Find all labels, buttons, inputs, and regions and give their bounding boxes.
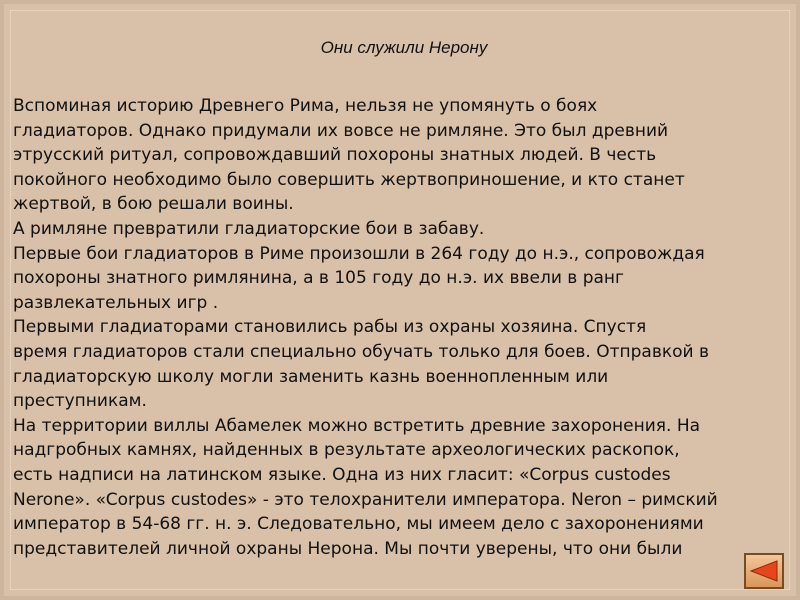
- body-line: есть надписи на латинском языке. Одна из них гласит: «Corpus custodes: [13, 464, 671, 485]
- body-line: А римляне превратили гладиаторские бои в забаву.: [13, 218, 485, 239]
- body-line: покойного необходимо было совершить жертвоприношение, и кто станет: [13, 169, 685, 190]
- body-line: гладиаторскую школу могли заменить казнь военнопленным или: [13, 366, 609, 387]
- body-line: надгробных камнях, найденных в результате археологических раскопок,: [13, 440, 680, 461]
- body-line: Первые бои гладиаторов в Риме произошли в 264 году до н.э., сопровождая: [13, 243, 705, 264]
- slide-body: [13, 94, 800, 561]
- triangle-left-icon: [749, 560, 779, 582]
- body-line: похороны знатного римлянина, а в 105 году до н.э. их ввели в ранг: [13, 268, 624, 289]
- body-line: время гладиаторов стали специально обучать только для боев. Отправкой в: [13, 341, 710, 362]
- previous-slide-button[interactable]: [744, 553, 784, 589]
- body-line: жертвой, в бою решали воины.: [13, 194, 294, 215]
- body-line: император в 54-68 гг. н. э. Следовательно, мы имеем дело с захоронениями: [13, 514, 704, 535]
- body-line: Первыми гладиаторами становились рабы из охраны хозяина. Спустя: [13, 317, 647, 338]
- body-line: гладиаторов. Однако придумали их вовсе не римляне. Это был древний: [13, 120, 669, 141]
- body-line: Nerone». «Corpus custodes» - это телохранители императора. Neron – римский: [13, 489, 718, 510]
- body-line: этрусский ритуал, сопровождавший похороны знатных людей. В честь: [13, 145, 657, 166]
- slide-title: Они служили Нерону: [320, 38, 488, 57]
- body-line: представителей личной охраны Нерона. Мы почти уверены, что они были: [13, 538, 683, 559]
- body-line: преступникам.: [13, 391, 147, 412]
- body-line: На территории виллы Абамелек можно встретить древние захоронения. На: [13, 415, 701, 436]
- body-line: Вспоминая историю Древнего Рима, нельзя не упомянуть о боях: [13, 96, 598, 116]
- body-line: развлекательных игр .: [13, 292, 219, 313]
